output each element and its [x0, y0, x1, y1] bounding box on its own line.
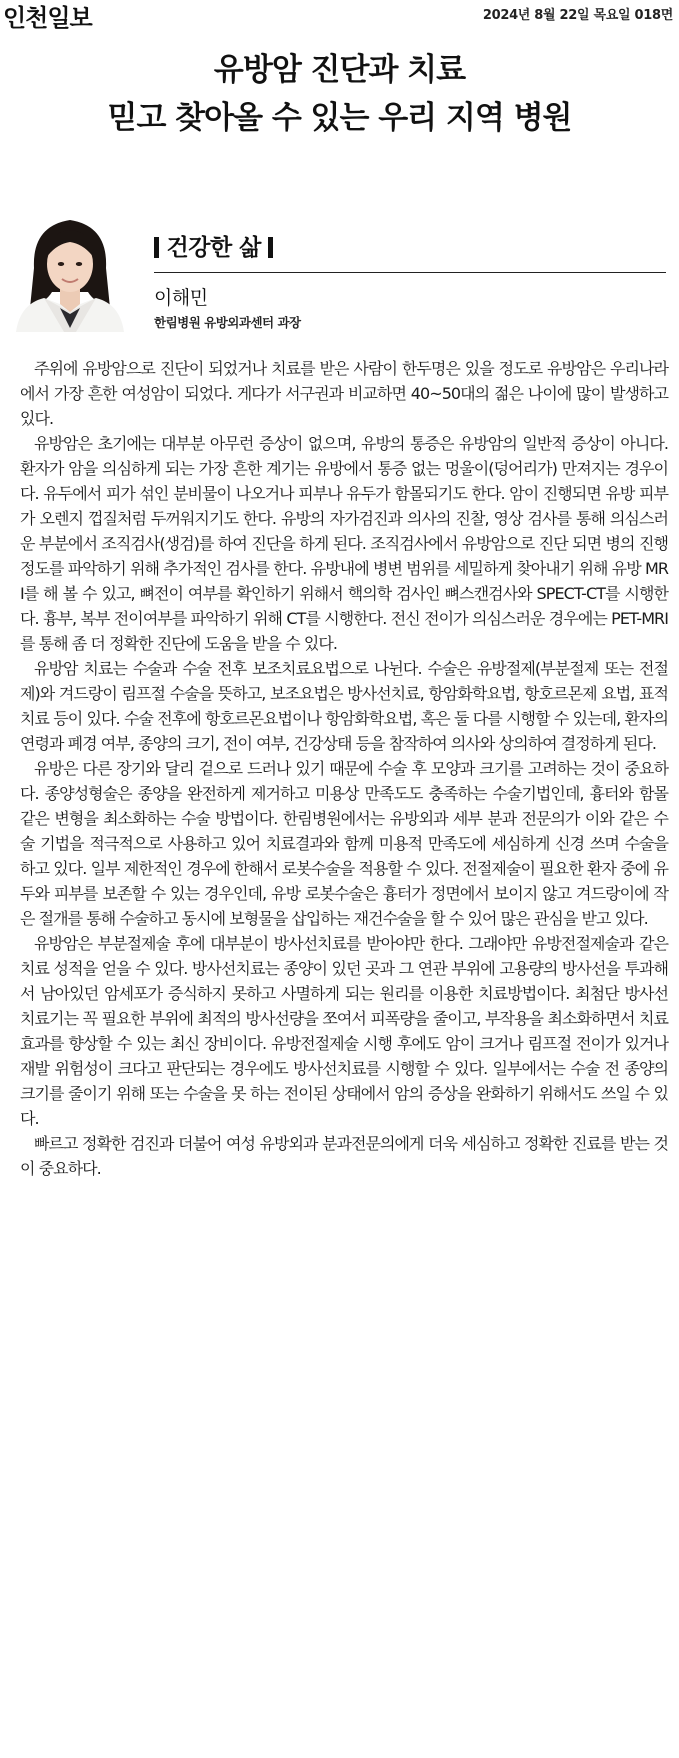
- column-section-tag: [154, 229, 273, 262]
- masthead: [0, 0, 679, 32]
- headline: [0, 46, 679, 142]
- tag-bar-right: [268, 237, 273, 258]
- headline-line-1: 유방암 진단과 치료: [213, 52, 466, 88]
- article-paragraph-4: 유방은 다른 장기와 달리 겉으로 드러나 있기 때문에 수술 후 모양과 크기를 고려하는 것이 중요하다. 종양성형술은 종양을 완전하게 제거하고 미용상 만족도도 충족하는 수술기법인데, 흉터와 함몰 같은 변형을 최소화하는 수술 방법이다. 한림병원에서는 유방외과 세부 분과 전문의가 이와 같은 수술 기법을 적극적으로 사용하고 있어 치료결과와 함께 미용적 만족도에 세심하게 신경 쓰며 수술을 하고 있다. 일부 제한적인 경우에 한해서 로봇수술을 적용할 수 있다. 전절제술이 필요한 환자 중에 유두와 피부를 보존할 수 있는 경우인데, 유방 로봇수술은 흉터가 정면에서 보이지 않고 겨드랑이에 작은 절개를 통해 수술하고 동시에 보형물을 삽입하는 재건수술을 할 수 있어 많은 관심을 받고 있다.: [20, 759, 668, 928]
- headline-line-2: 믿고 찾아올 수 있는 우리 지역 병원: [107, 100, 572, 136]
- dateline: 2024년 8월 22일 목요일 018면: [482, 8, 673, 23]
- article-paragraph-3: 유방암 치료는 수술과 수술 전후 보조치료요법으로 나뉜다. 수술은 유방절제(부분절제 또는 전절제)와 겨드랑이 림프절 수술을 뜻하고, 보조요법은 방사선치료, 항암화학요법, 항호르몬제 요법, 표적치료 등이 있다. 수술 전후에 항호르몬요법이나 항암화학요법, 혹은 둘 다를 시행할 수 있는데, 환자의 연령과 폐경 여부, 종양의 크기, 전이 여부, 건강상태 등을 참작하여 의사와 상의하여 결정하게 된다.: [20, 659, 668, 753]
- author-name: 이해민: [154, 287, 208, 309]
- article-paragraph-6: 빠르고 정확한 검진과 더불어 여성 유방외과 분과전문의에게 더욱 세심하고 정확한 진료를 받는 것이 중요하다.: [20, 1134, 668, 1178]
- author-title: 한림병원 유방외과센터 과장: [154, 315, 301, 330]
- author-photo: [14, 208, 126, 332]
- tag-bar-left: [154, 237, 159, 258]
- article-paragraph-1: 주위에 유방암으로 진단이 되었거나 치료를 받은 사람이 한두명은 있을 정도로 유방암은 우리나라에서 가장 흔한 여성암이 되었다. 게다가 서구권과 비교하면 40~50대의 젊은 나이에 많이 발생하고 있다.: [20, 359, 668, 428]
- divider-rule: [154, 272, 666, 273]
- article-body: [20, 356, 668, 1181]
- article-paragraph-5: 유방암은 부분절제술 후에 대부분이 방사선치료를 받아야만 한다. 그래야만 유방전절제술과 같은 치료 성적을 얻을 수 있다. 방사선치료는 종양이 있던 곳과 그 연관 부위에 고용량의 방사선을 투과해서 남아있던 암세포가 증식하지 못하고 사멸하게 되는 원리를 이용한 치료방법이다. 최첨단 방사선 치료기는 꼭 필요한 부위에 최적의 방사선량을 쪼여서 피폭량을 줄이고, 부작용을 최소화하면서 치료 효과를 향상할 수 있는 최신 장비이다. 유방전절제술 시행 후에도 암이 크거나 림프절 전이가 있거나 재발 위험성이 크다고 판단되는 경우에도 방사선치료를 시행할 수 있다. 일부에서는 수술 전 종양의 크기를 줄이기 위해 또는 수술을 못 하는 전이된 상태에서 암의 증상을 완화하기 위해서도 쓰일 수 있다.: [20, 934, 668, 1128]
- article-paragraph-2: 유방암은 초기에는 대부분 아무런 증상이 없으며, 유방의 통증은 유방암의 일반적 증상이 아니다. 환자가 암을 의심하게 되는 가장 흔한 계기는 유방에서 통증 없는 멍울이(덩어리가) 만져지는 경우이다. 유두에서 피가 섞인 분비물이 나오거나 피부나 유두가 함몰되기도 한다. 암이 진행되면 유방 피부가 오렌지 껍질처럼 두꺼워지기도 한다. 유방의 자가검진과 의사의 진찰, 영상 검사를 통해 의심스러운 부분에서 조직검사(생검)를 하여 진단을 하게 된다. 조직검사에서 유방암으로 진단 되면 병의 진행 정도를 파악하기 위해 추가적인 검사를 한다. 유방내에 병변 범위를 세밀하게 찾아내기 위해 유방 MRI를 해 볼 수 있고, 뼈전이 여부를 확인하기 위해서 핵의학 검사인 뼈스캔검사와 SPECT-CT를 시행한다. 흉부, 복부 전이여부를 파악하기 위해 CT를 시행한다. 전신 전이가 의심스러운 경우에는 PET-MRI를 통해 좀 더 정확한 진단에 도움을 받을 수 있다.: [20, 434, 668, 653]
- newspaper-logo: 인천일보: [3, 4, 92, 32]
- column-section-title: 건강한 삶: [166, 235, 261, 261]
